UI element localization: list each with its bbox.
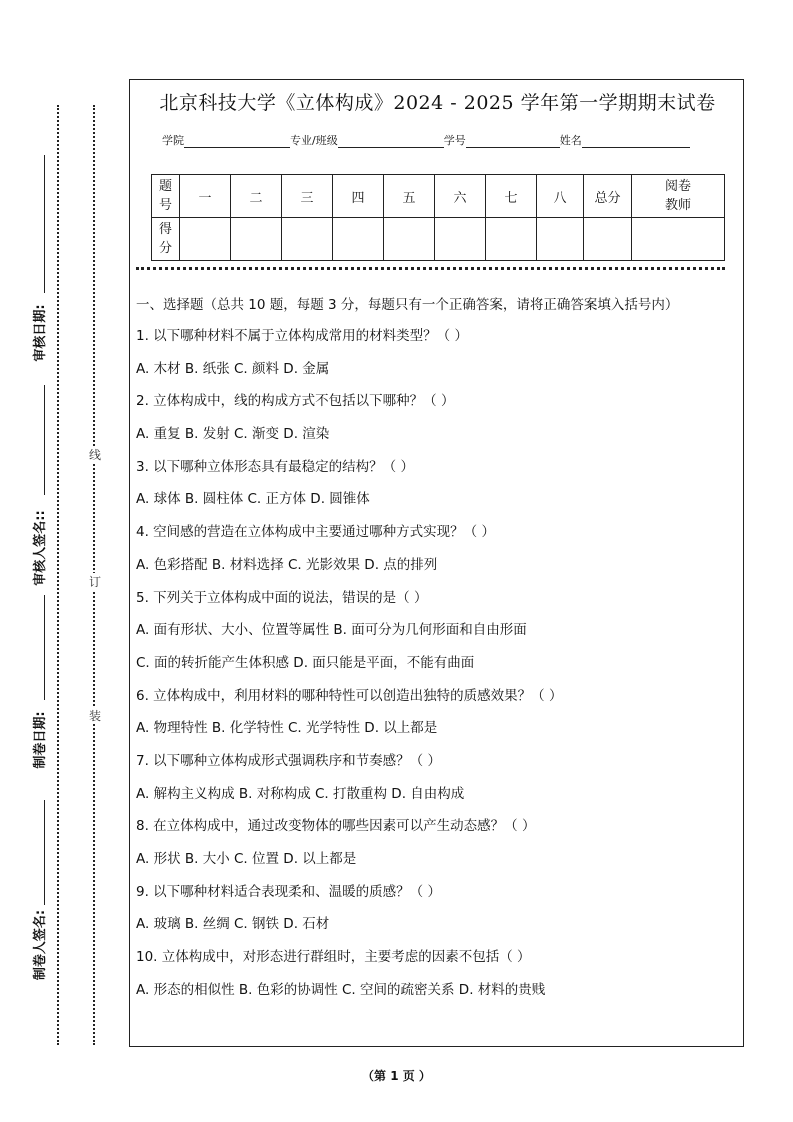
- q6-options: A. 物理特性 B. 化学特性 C. 光学特性 D. 以上都是: [136, 720, 438, 737]
- q10-options: A. 形态的相似性 B. 色彩的协调性 C. 空间的疏密关系 D. 材料的贵贱: [136, 981, 546, 998]
- question-number-header-char2: 号: [158, 198, 172, 213]
- q5-stem: 5. 下列关于立体构成中面的说法，错误的是（ ）: [136, 589, 428, 606]
- multiple-choice-section: [136, 294, 736, 1012]
- score-row-header-char2: 分: [158, 241, 172, 256]
- score-cell-reviewer[interactable]: [632, 218, 725, 261]
- q7-options: A. 解构主义构成 B. 对称构成 C. 打散重构 D. 自由构成: [136, 785, 465, 802]
- q6-stem: 6. 立体构成中，利用材料的哪种特性可以创造出独特的质感效果？（ ）: [136, 687, 563, 704]
- score-cell-7[interactable]: [486, 218, 537, 261]
- q2-options: A. 重复 B. 发射 C. 渐变 D. 渲染: [136, 426, 330, 443]
- q5-options-cd: C. 面的转折能产生体积感 D. 面只能是平面，不能有曲面: [136, 654, 475, 671]
- q9-stem: 9. 以下哪种材料适合表现柔和、温暖的质感？（ ）: [136, 883, 441, 900]
- cut-mark-mount: 装: [88, 709, 101, 723]
- reviewer-header-line2: 教师: [664, 198, 691, 213]
- score-cell-2[interactable]: [231, 218, 282, 261]
- review-date-blank[interactable]: [44, 155, 45, 295]
- page-number: （第 1 页 ）: [362, 1069, 431, 1083]
- score-table: [151, 174, 725, 261]
- q9-options: A. 玻璃 B. 丝绸 C. 钢铁 D. 石材: [136, 916, 330, 933]
- q10-stem: 10. 立体构成中，对形态进行群组时，主要考虑的因素不包括（ ）: [136, 949, 531, 966]
- major-class-label: 专业/班级: [290, 134, 338, 147]
- col-header-8: 八: [537, 175, 584, 218]
- name-label: 姓名: [559, 134, 582, 147]
- student-id-field[interactable]: [466, 135, 560, 148]
- reviewer-header: [632, 175, 725, 218]
- college-field[interactable]: [184, 135, 290, 148]
- col-header-4: 四: [333, 175, 384, 218]
- cut-mark-line: 线: [88, 448, 101, 462]
- score-cell-8[interactable]: [537, 218, 584, 261]
- name-field[interactable]: [582, 135, 690, 148]
- question-number-header: [152, 175, 180, 218]
- q4-stem: 4. 空间感的营造在立体构成中主要通过哪种方式实现？（ ）: [136, 524, 495, 541]
- q5-options-ab: A. 面有形状、大小、位置等属性 B. 面可分为几何形面和自由形面: [136, 622, 527, 639]
- col-header-3: 三: [282, 175, 333, 218]
- q8-stem: 8. 在立体构成中，通过改变物体的哪些因素可以产生动态感？（ ）: [136, 818, 536, 835]
- score-cell-1[interactable]: [180, 218, 231, 261]
- col-header-5: 五: [384, 175, 435, 218]
- q1-stem: 1. 以下哪种材料不属于立体构成常用的材料类型？（ ）: [136, 328, 468, 344]
- q1-options: A. 木材 B. 纸张 C. 颜料 D. 金属: [136, 360, 330, 377]
- student-id-label: 学号: [443, 134, 466, 147]
- score-cell-total[interactable]: [584, 218, 632, 261]
- cut-mark-bind: 订: [88, 575, 101, 589]
- score-cell-4[interactable]: [333, 218, 384, 261]
- binding-margin: 审核日期: 审核人签名:: 制卷日期: 制卷人签名: 线 订 装: [0, 0, 128, 1122]
- exam-title: 北京科技大学《立体构成》2024 - 2025 学年第一学期期末试卷: [159, 92, 716, 114]
- reviewer-signature-blank[interactable]: [44, 385, 45, 495]
- score-row-header-char1: 得: [158, 222, 172, 237]
- q8-options: A. 形状 B. 大小 C. 位置 D. 以上都是: [136, 851, 357, 867]
- score-cell-5[interactable]: [384, 218, 435, 261]
- score-cell-3[interactable]: [282, 218, 333, 261]
- section-heading: 一、选择题（总共 10 题，每题 3 分，每题只有一个正确答案，请将正确答案填入括号内）: [136, 297, 679, 313]
- q3-options: A. 球体 B. 圆柱体 C. 正方体 D. 圆锥体: [136, 491, 370, 508]
- major-class-field[interactable]: [338, 135, 444, 148]
- college-label: 学院: [162, 134, 184, 147]
- binding-dotted-line-outer: [57, 105, 59, 1045]
- compiler-signature-blank[interactable]: [44, 800, 45, 905]
- question-number-header-char1: 题: [158, 179, 172, 194]
- col-header-1: 一: [180, 175, 231, 218]
- q2-stem: 2. 立体构成中，线的构成方式不包括以下哪种？（ ）: [136, 393, 455, 410]
- q4-options: A. 色彩搭配 B. 材料选择 C. 光影效果 D. 点的排列: [136, 556, 438, 573]
- score-row-header: [152, 218, 180, 261]
- col-header-2: 二: [231, 175, 282, 218]
- reviewer-header-line1: 阅卷: [664, 179, 691, 194]
- exam-frame: [129, 79, 744, 1047]
- score-table-score-row: [152, 218, 725, 261]
- score-table-header-row: [152, 175, 725, 218]
- q3-stem: 3. 以下哪种立体形态具有最稳定的结构？（ ）: [136, 458, 414, 475]
- col-header-7: 七: [486, 175, 537, 218]
- section-divider: [136, 267, 725, 270]
- score-cell-6[interactable]: [435, 218, 486, 261]
- student-info-row: [162, 132, 690, 148]
- compile-date-blank[interactable]: [44, 595, 45, 700]
- q7-stem: 7. 以下哪种立体构成形式强调秩序和节奏感？（ ）: [136, 752, 441, 769]
- col-header-total: 总分: [584, 175, 632, 218]
- col-header-6: 六: [435, 175, 486, 218]
